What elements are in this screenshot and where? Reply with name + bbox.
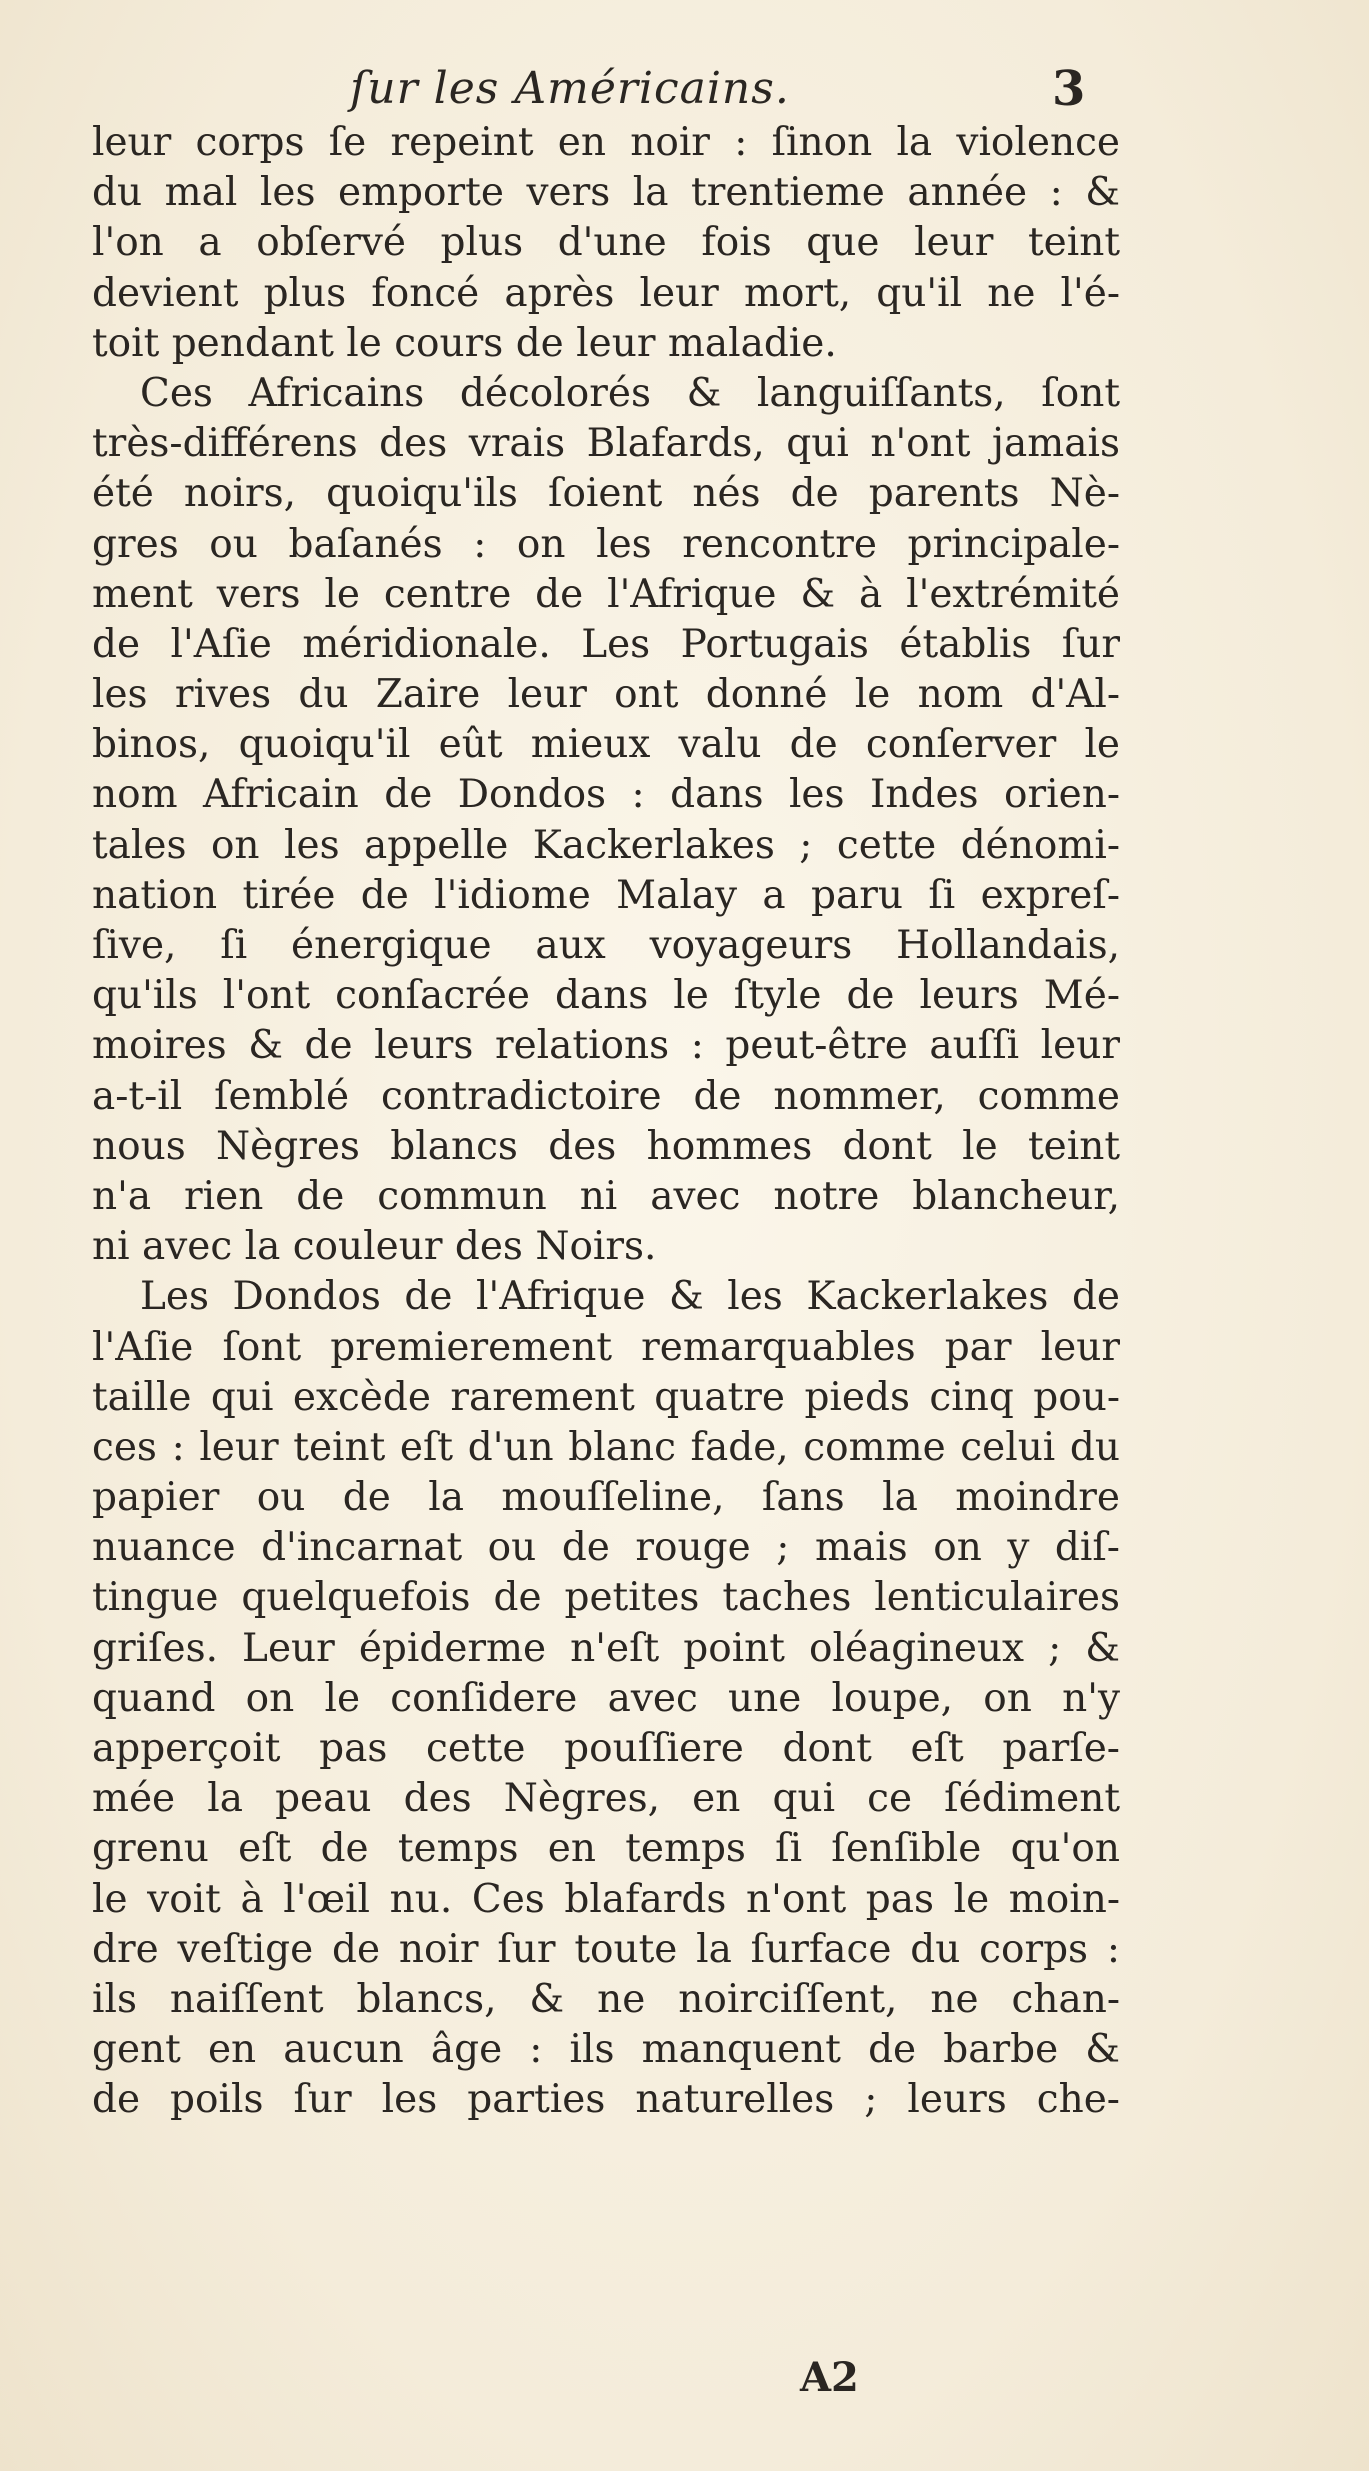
text-line: du mal les emporte vers la trentieme année : &: [92, 170, 1120, 216]
text-line: leur corps ſe repeint en noir : ſinon la violence: [92, 120, 1120, 165]
text-line: ment vers le centre de l'Afrique & à l'extrémité: [92, 571, 1120, 617]
text-line: de poils ſur les parties naturelles ; leurs che-: [92, 2077, 1120, 2123]
text-line: papier ou de la mouſſeline, ſans la moindre: [92, 1475, 1120, 1521]
text-line: apperçoit pas cette pouſſiere dont eſt parſe-: [92, 1726, 1120, 1771]
text-line: gres ou baſanés : on les rencontre principale-: [92, 521, 1120, 567]
text-line: devient plus foncé après leur mort, qu'il ne l'é-: [92, 270, 1120, 316]
text-line: Les Dondos de l'Afrique & les Kackerlakes de: [140, 1274, 1120, 1320]
text-line: tales on les appelle Kackerlakes ; cette dénomi-: [92, 822, 1120, 868]
text-line: taille qui excède rarement quatre pieds cinq pou-: [92, 1374, 1120, 1420]
text-line: ſive, ſi énergique aux voyageurs Hollandais,: [92, 923, 1120, 968]
text-line: ces : leur teint eſt d'un blanc fade, comme celui du: [92, 1424, 1120, 1470]
text-line: été noirs, quoiqu'ils ſoient nés de parents Nè-: [92, 471, 1120, 517]
text-line: le voit à l'œil nu. Ces blafards n'ont pas le moin-: [92, 1876, 1120, 1922]
text-line: nous Nègres blancs des hommes dont le teint: [92, 1123, 1120, 1169]
text-line: ils naiſſent blancs, & ne noirciſſent, ne chan-: [92, 1976, 1120, 2022]
text-line: dre veſtige de noir ſur toute la ſurface du corps :: [92, 1926, 1120, 1972]
body-text: [92, 118, 1120, 2126]
text-line: nom Africain de Dondos : dans les Indes orien-: [92, 772, 1120, 818]
text-line: moires & de leurs relations : peut-être auſſi leur: [92, 1023, 1120, 1069]
text-line: mée la peau des Nègres, en qui ce ſédiment: [92, 1776, 1120, 1822]
text-line: l'Aſie ſont premierement remarquables par leur: [92, 1324, 1120, 1370]
text-line: n'a rien de commun ni avec notre blancheur,: [92, 1173, 1120, 1219]
text-line: ni avec la couleur des Noirs.: [92, 1224, 657, 1270]
text-line: a-t-il ſemblé contradictoire de nommer, comme: [92, 1073, 1120, 1119]
text-line: nuance d'incarnat ou de rouge ; mais on y diſ-: [92, 1525, 1120, 1571]
text-line: très-différens des vrais Blafards, qui n'ont jamais: [92, 421, 1120, 467]
signature-mark: A2: [800, 2354, 859, 2401]
running-head: [0, 58, 1369, 120]
text-line: Ces Africains décolorés & languiſſants, ſont: [140, 370, 1120, 416]
text-line: gent en aucun âge : ils manquent de barbe &: [92, 2027, 1120, 2073]
text-line: binos, quoiqu'il eût mieux valu de conſerver le: [92, 722, 1120, 768]
text-line: griſes. Leur épiderme n'eſt point oléagineux ; &: [92, 1625, 1120, 1671]
text-line: toit pendant le cours de leur maladie.: [92, 320, 837, 366]
running-title: ſur les Américains.: [350, 63, 790, 114]
text-line: quand on le conſidere avec une loupe, on n'y: [92, 1675, 1120, 1721]
text-line: nation tirée de l'idiome Malay a paru ſi expreſ-: [92, 872, 1120, 918]
text-line: l'on a obſervé plus d'une fois que leur teint: [92, 220, 1120, 266]
text-line: grenu eſt de temps en temps ſi ſenſible qu'on: [92, 1826, 1120, 1872]
text-line: les rives du Zaire leur ont donné le nom d'Al-: [92, 672, 1120, 718]
text-line: tingue quelquefois de petites taches lenticulaires: [92, 1575, 1120, 1621]
text-line: de l'Aſie méridionale. Les Portugais établis ſur: [92, 621, 1120, 667]
page-number: 3: [1052, 61, 1086, 117]
text-line: qu'ils l'ont conſacrée dans le ſtyle de leurs Mé-: [92, 973, 1120, 1019]
